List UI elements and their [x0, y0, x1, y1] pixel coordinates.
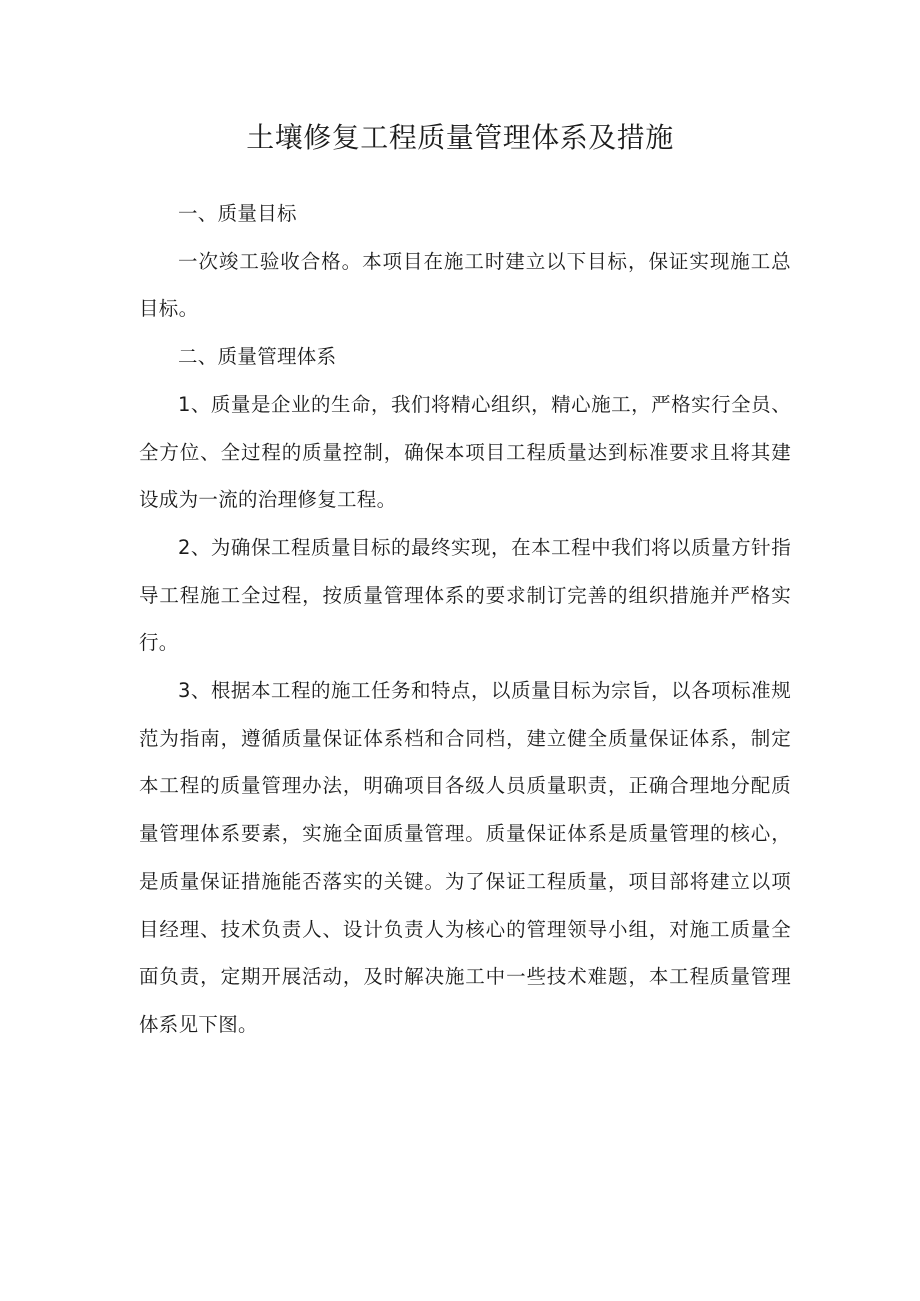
- section-heading-quality-system: 二、质量管理体系: [178, 345, 337, 369]
- paragraph-item-1: 1、质量是企业的生命，我们将精心组织，精心施工，严格实行全员、全方位、全过程的质量控制，确保本项目工程质量达到标准要求且将其建设成为一流的治理修复工程。: [139, 392, 791, 512]
- paragraph-item-2: 2、为确保工程质量目标的最终实现，在本工程中我们将以质量方针指导工程施工全过程，按质量管理体系的要求制订完善的组织措施并严格实行。: [139, 535, 791, 655]
- document-title: 土壤修复工程质量管理体系及措施: [246, 121, 674, 154]
- section-heading-quality-goal: 一、质量目标: [178, 202, 297, 225]
- document-body: [139, 190, 791, 1049]
- paragraph-item-3: 3、根据本工程的施工任务和特点，以质量目标为宗旨，以各项标准规范为指南，遵循质量保证体系档和合同档，建立健全质量保证体系，制定本工程的质量管理办法，明确项目各级人员质量职责，正确合理地分配质量管理体系要素，实施全面质量管理。质量保证体系是质量管理的核心，是质量保证措施能否落实的关键。为了保证工程质量，项目部将建立以项目经理、技术负责人、设计负责人为核心的管理领导小组，对施工质量全面负责，定期开展活动，及时解决施工中一些技术难题，本工程质量管理体系见下图。: [139, 679, 791, 1036]
- paragraph-quality-goal: 一次竣工验收合格。本项目在施工时建立以下目标，保证实现施工总目标。: [139, 249, 791, 321]
